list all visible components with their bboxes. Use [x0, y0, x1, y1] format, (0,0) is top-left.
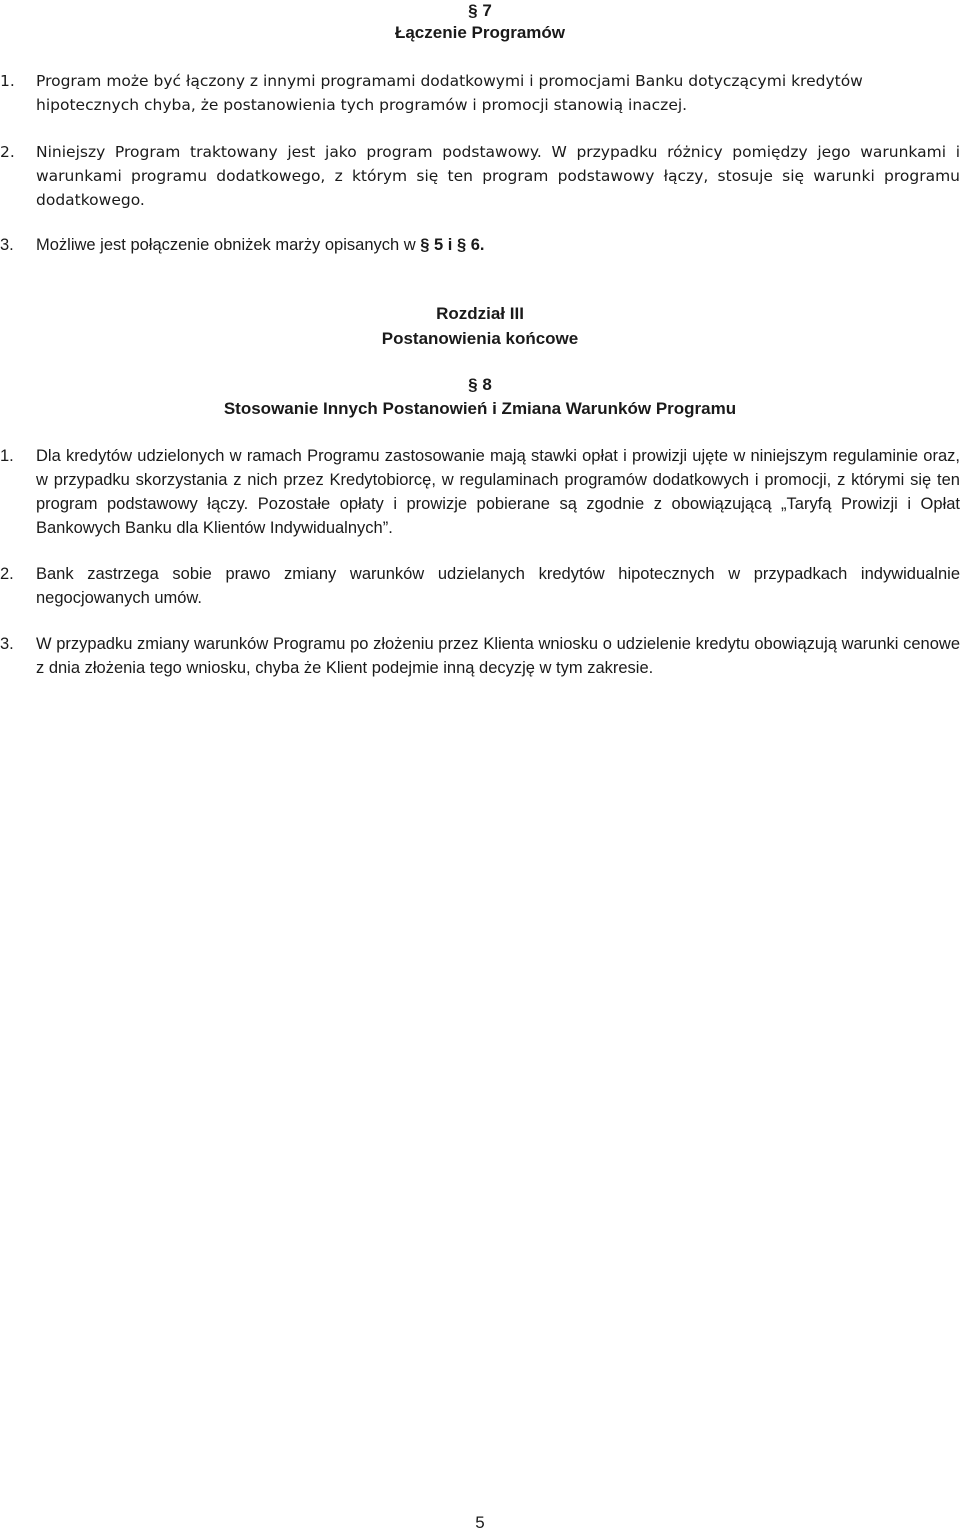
- item-number: 2.: [0, 143, 15, 161]
- chapter-title: Rozdział III: [436, 304, 524, 323]
- item-text: Bank zastrzega sobie prawo zmiany warunków udzielanych kredytów hipotecznych w przypadkach indywidualnie negocjowanych umów.: [36, 565, 960, 607]
- section-8-item-1: [0, 444, 960, 540]
- section-7-mark: § 7: [468, 1, 492, 20]
- page-number: 5: [475, 1513, 485, 1532]
- item-text-plain: Możliwe jest połączenie obniżek marży opisanych w: [36, 236, 421, 254]
- section-8-mark: § 8: [468, 375, 492, 394]
- section-7-item-1: [0, 69, 960, 117]
- item-text: Program może być łączony z innymi programami dodatkowymi i promocjami Banku dotyczącymi kredytów hipotecznych chyba, że postanowienia tych programów i promocji stanowią inaczej.: [36, 72, 863, 114]
- item-text: W przypadku zmiany warunków Programu po złożeniu przez Klienta wniosku o udzielenie kredytu obowiązują warunki cenowe z dnia złożenia tego wniosku, chyba że Klient podejmie inną decyzję w tym zakresie.: [36, 635, 960, 677]
- item-text: [36, 233, 960, 257]
- section-7-item-3: [0, 233, 960, 257]
- item-text: Niniejszy Program traktowany jest jako program podstawowy. W przypadku różnicy pomiędzy jego warunkami i warunkami programu dodatkowego, z którym się ten program podstawowy łączy, stosuje się warunki programu dodatkowego.: [36, 143, 960, 209]
- chapter-subtitle: Postanowienia końcowe: [381, 329, 579, 348]
- section-8-title: Stosowanie Innych Postanowień i Zmiana Warunków Programu: [223, 399, 737, 418]
- item-number: 3.: [0, 236, 14, 254]
- section-7-title: Łączenie Programów: [394, 23, 566, 42]
- section-8-item-2: [0, 562, 960, 610]
- item-number: 1.: [0, 447, 14, 465]
- item-number: 2.: [0, 565, 14, 583]
- item-number: 3.: [0, 635, 14, 653]
- item-number: 1.: [0, 72, 15, 90]
- section-8-item-3: [0, 632, 960, 680]
- item-text: Dla kredytów udzielonych w ramach Programu zastosowanie mają stawki opłat i prowizji ujęte w niniejszym regulaminie oraz, w przypadku skorzystania z nich przez Kredytobiorcę, w regulaminach programów dodatkowych i promocji, z którymi się ten program podstawowy łączy. Pozostałe opłaty i prowizje pobierane są zgodnie z obowiązującą „Taryfą Prowizji i Opłat Bankowych Banku dla Klientów Indywidualnych”.: [36, 447, 960, 537]
- section-7-item-2: [0, 140, 960, 212]
- item-text-bold: § 5 i § 6.: [420, 236, 485, 254]
